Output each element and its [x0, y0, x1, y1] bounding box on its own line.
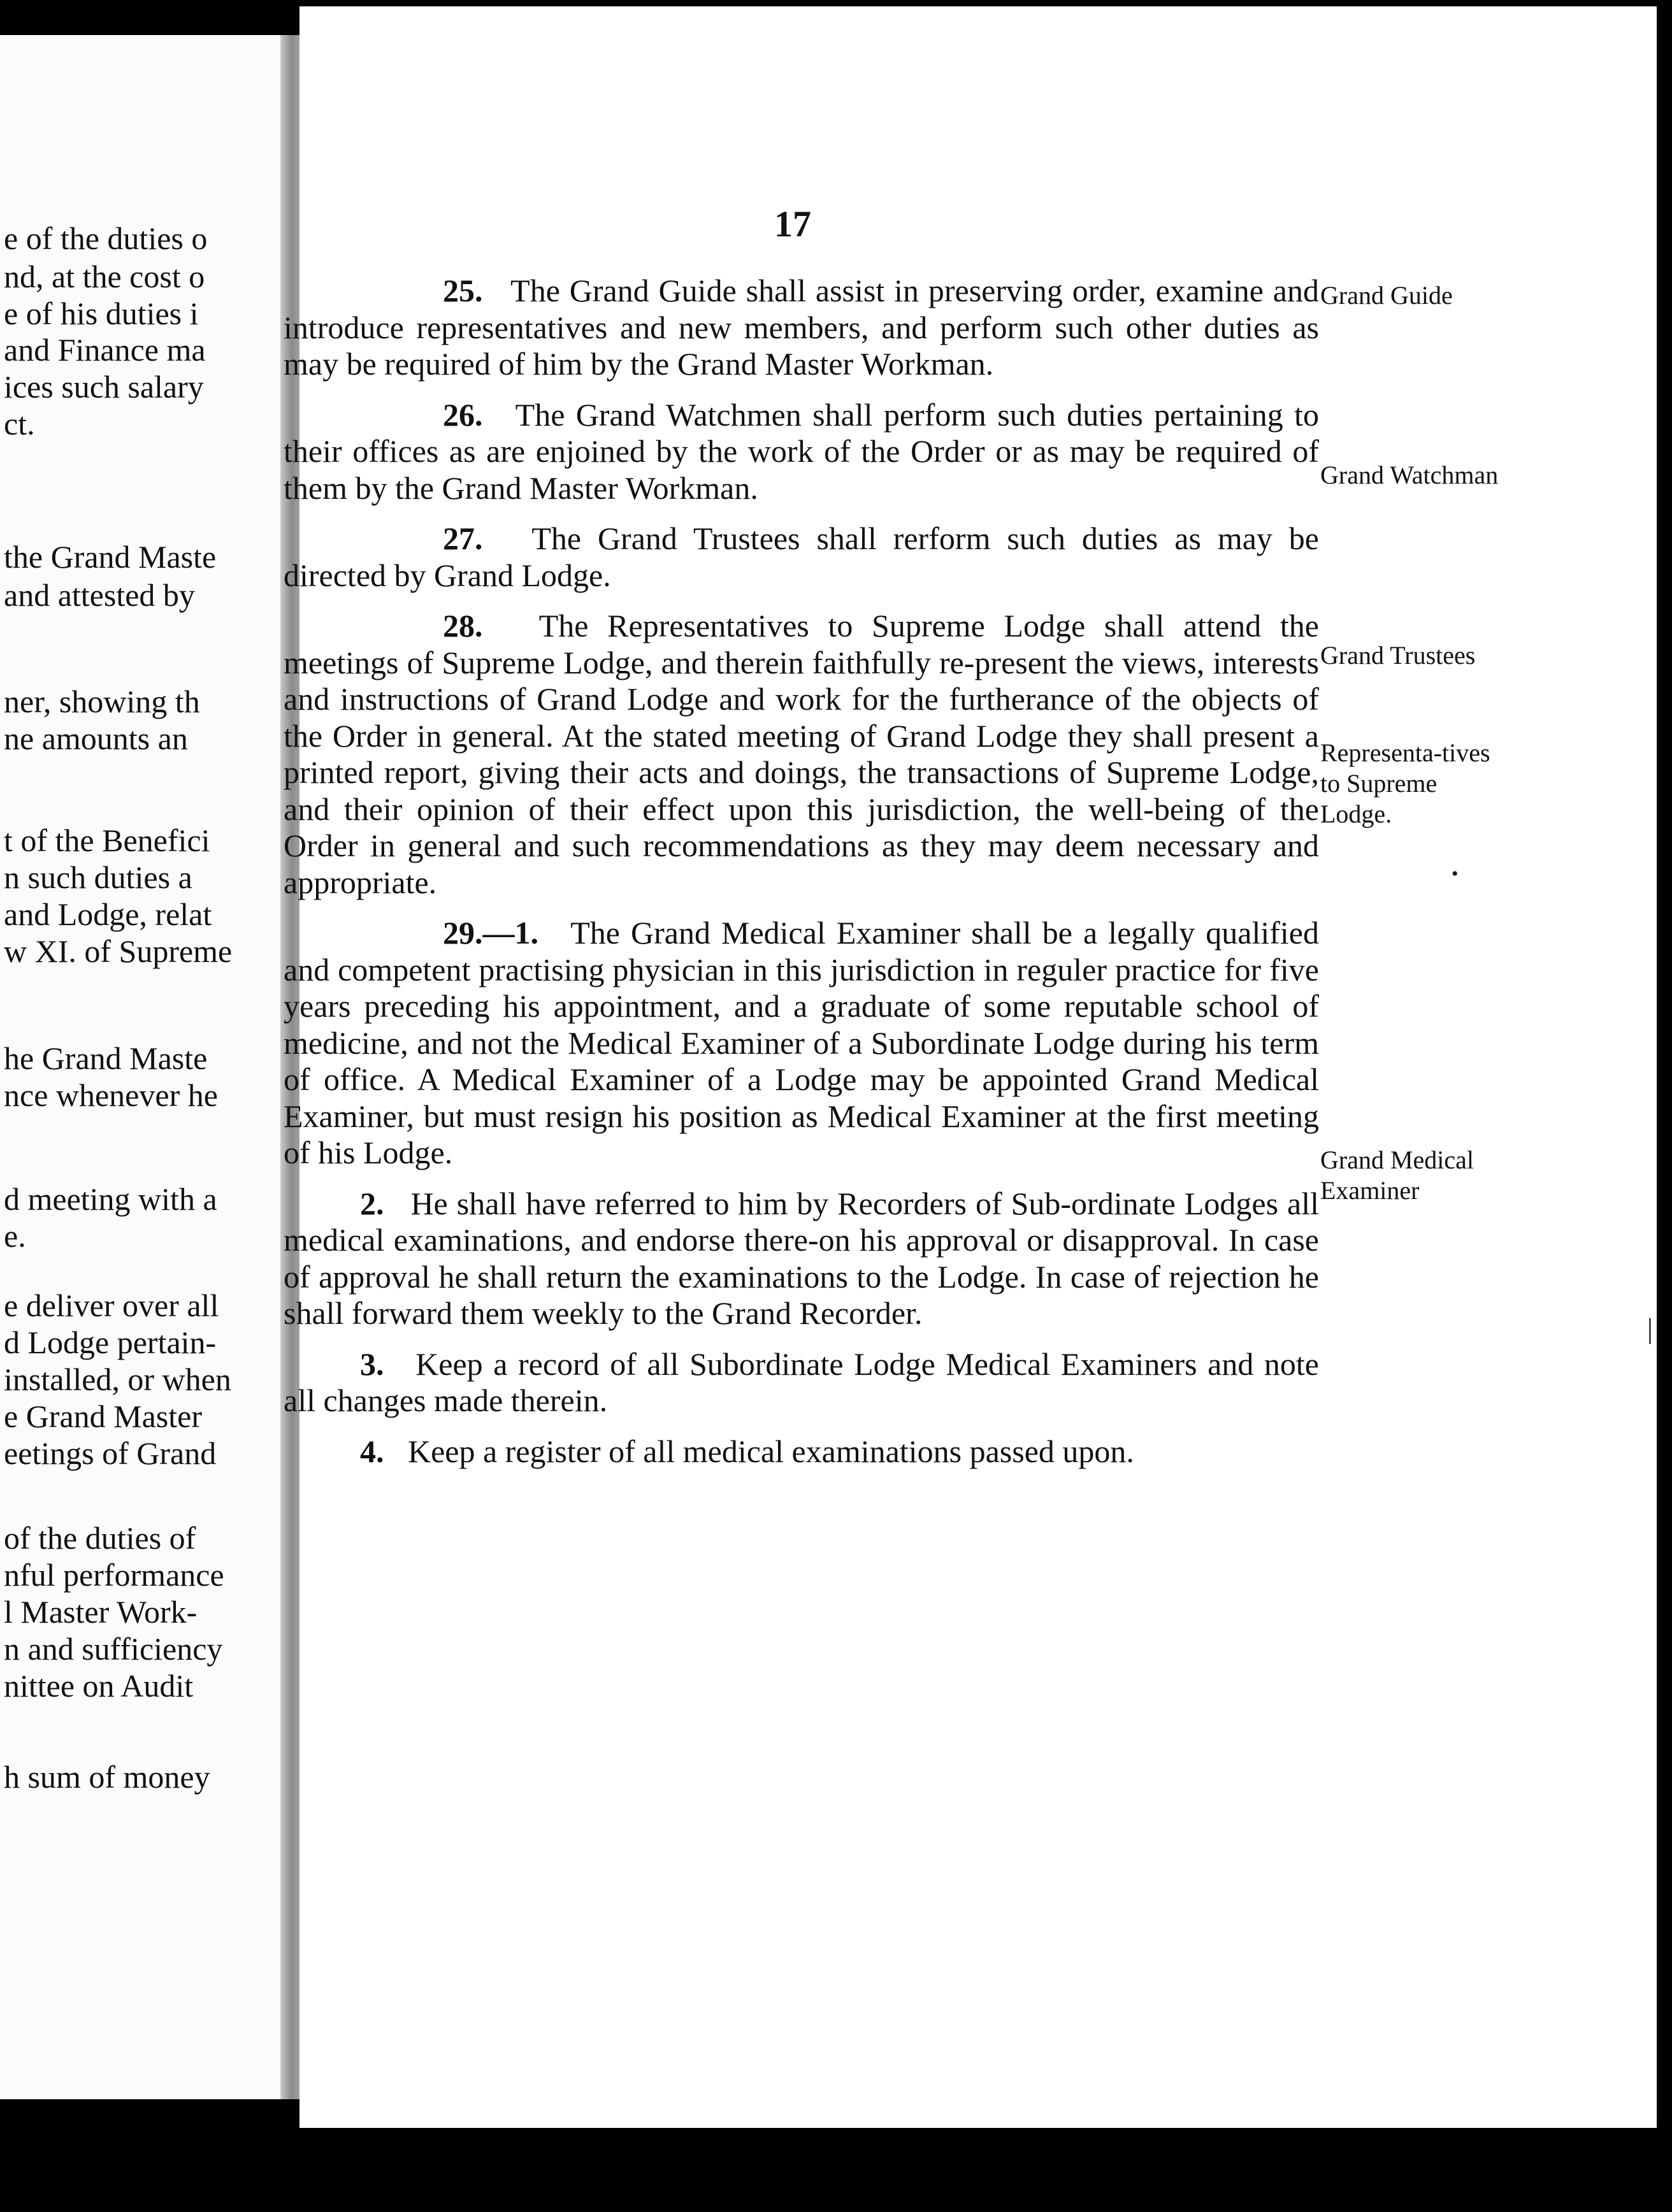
left-page-fragment: installed, or when	[4, 1361, 231, 1397]
left-page-fragment: d meeting with a	[4, 1181, 217, 1217]
left-page-fragment: ices such salary	[4, 369, 204, 405]
left-page-fragment: eetings of Grand	[4, 1435, 217, 1471]
margin-note: Grand Medical Examiner	[1320, 1146, 1474, 1205]
left-page-fragment: e.	[4, 1218, 26, 1254]
section-text: The Grand Guide shall assist in preserving order, examine and introduce representatives and new members, and perform such other duties as may be required of him by the Grand Master Workman.	[284, 273, 1320, 382]
left-page-fragment: w XI. of Supreme	[4, 933, 233, 969]
stray-mark: |	[1647, 1313, 1653, 1344]
section-number: 28.	[443, 608, 483, 643]
section-paragraph	[284, 397, 1319, 507]
margin-note: Grand Watchman	[1320, 461, 1499, 489]
section-text: Keep a record of all Subordinate Lodge Medical Examiners and note all changes made therein.	[284, 1346, 1320, 1418]
left-page-fragment: e of the duties o	[4, 220, 208, 256]
left-page-fragment: h sum of money	[4, 1759, 210, 1795]
section-text: The Grand Watchmen shall perform such duties pertaining to their offices as are enjoined by the work of the Order or as may be required of them by the Grand Master Workman.	[284, 396, 1319, 506]
section-number: 26.	[443, 396, 483, 433]
section-number: 3.	[360, 1346, 384, 1382]
section-paragraph	[284, 608, 1319, 901]
left-page-fragment: and Lodge, relat	[4, 896, 212, 932]
left-page-fragment: nful performance	[4, 1557, 224, 1593]
section-paragraph	[284, 915, 1319, 1172]
left-page-fragment: d Lodge pertain-	[4, 1325, 217, 1360]
section-text: Keep a register of all medical examinations passed upon.	[400, 1433, 1134, 1469]
stray-mark: •	[1452, 863, 1459, 884]
section-text: The Grand Medical Examiner shall be a legally qualified and competent practising physician in this jurisdiction in reguler practice for five years preceding his appointment, and a graduate of some reputable school of medicine, and not the Medical Examiner of a Subordinate Lodge during his term of office. A Medical Examiner of a Lodge may be appointed Grand Medical Examiner, but must resign his position as Medical Examiner at the first meeting of his Lodge.	[284, 915, 1320, 1170]
section-paragraph	[284, 1186, 1319, 1332]
left-page-fragment: l Master Work-	[4, 1594, 198, 1630]
section-number: 2.	[360, 1185, 384, 1221]
section-number: 29.—1.	[443, 915, 538, 951]
left-page-fragment: ct.	[4, 406, 35, 442]
left-page-fragment: nittee on Audit	[4, 1668, 194, 1704]
section-paragraph	[284, 1433, 1319, 1470]
section-number: 4.	[360, 1433, 384, 1469]
margin-note: Representa-tives to Supreme Lodge.	[1320, 738, 1490, 828]
left-page-fragment: ner, showing th	[4, 684, 200, 719]
left-page-fragment: e deliver over all	[4, 1288, 219, 1323]
body-text	[284, 273, 1319, 1484]
left-page-fragment: of the duties of	[4, 1520, 196, 1556]
left-page-fragment: e Grand Master	[4, 1398, 202, 1434]
left-page-fragment: t of the Benefici	[4, 822, 210, 858]
left-page-fragment: n and sufficiency	[4, 1631, 223, 1667]
left-page-fragment: and Finance ma	[4, 332, 206, 368]
margin-note: Grand Trustees	[1320, 641, 1476, 670]
section-text: The Representatives to Supreme Lodge shall attend the meetings of Supreme Lodge, and therein faithfully re-present the views, interests and instructions of Grand Lodge and work for the furtherance of the objects of the Order in general. At the stated meeting of Grand Lodge they shall present a printed report, giving their acts and doings, the transactions of Supreme Lodge, and their opinion of their effect upon this jurisdiction, the well-being of the Order in general and such recommendations as they may deem necessary and appropriate.	[284, 608, 1320, 900]
section-paragraph	[284, 521, 1319, 594]
left-page	[0, 35, 287, 2099]
left-page-fragment: ne amounts an	[4, 721, 188, 756]
left-page-fragment: n such duties a	[4, 859, 192, 895]
section-paragraph	[284, 273, 1319, 383]
section-text: The Grand Trustees shall rerform such duties as may be directed by Grand Lodge.	[284, 521, 1319, 593]
left-page-fragment: e of his duties i	[4, 296, 199, 331]
section-text: He shall have referred to him by Recorders of Sub-ordinate Lodges all medical examinations, and endorse there-on his approval or disapproval. In case of approval he shall return the examinations to the Lodge. In case of rejection he shall forward them weekly to the Grand Recorder.	[284, 1185, 1319, 1331]
left-page-fragment: nce whenever he	[4, 1077, 218, 1113]
left-page-fragment: he Grand Maste	[4, 1040, 208, 1076]
left-page-fragment: and attested by	[4, 577, 195, 613]
section-number: 25.	[443, 273, 483, 308]
margin-note: Grand Guide	[1320, 281, 1453, 310]
section-number: 27.	[443, 521, 483, 556]
left-page-fragment: the Grand Maste	[4, 539, 217, 575]
left-page-fragment: nd, at the cost o	[4, 259, 205, 294]
section-paragraph	[284, 1346, 1319, 1419]
page-number: 17	[774, 203, 811, 245]
